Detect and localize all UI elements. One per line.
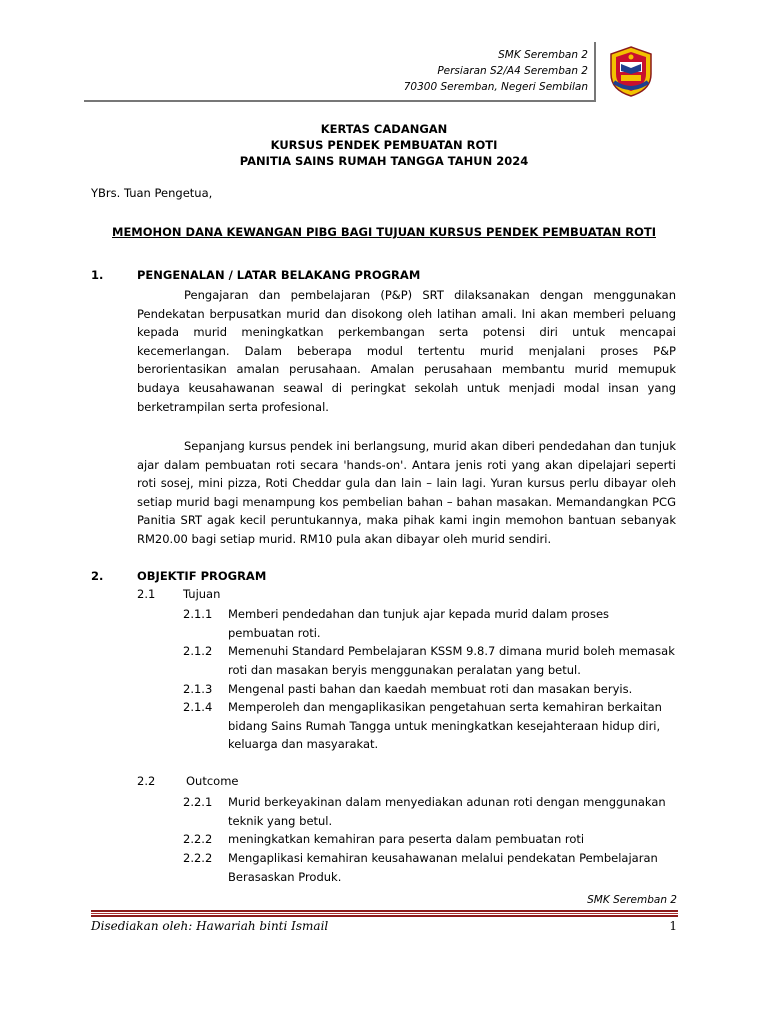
salutation: YBrs. Tuan Pengetua, — [91, 186, 213, 200]
item-number: 2.2.1 — [183, 795, 213, 809]
item-text: Murid berkeyakinan dalam menyediakan adunan roti dengan menggunakan teknik yang betul. — [228, 795, 666, 828]
header-horizontal-rule — [84, 100, 596, 102]
title-line-3: PANITIA SAINS RUMAH TANGGA TAHUN 2024 — [239, 154, 529, 168]
subsection-2-1-label: Tujuan — [183, 587, 221, 601]
item-number: 2.1.2 — [183, 644, 213, 658]
item-number: 2.2.2 — [183, 851, 213, 865]
header-vertical-rule — [594, 42, 596, 101]
footer-rule — [91, 913, 678, 914]
school-crest-icon — [606, 44, 656, 98]
item-text: Memperoleh dan mengaplikasikan pengetahuan serta kemahiran berkaitan bidang Sains Rumah Tangga untuk meningkatkan kesejahteraan hidup diri, keluarga dan masyarakat. — [228, 700, 662, 752]
school-city: 70300 Seremban, Negeri Sembilan — [403, 81, 588, 93]
item-text: Mengaplikasi kemahiran keusahawanan melalui pendekatan Pembelajaran Berasaskan Produk. — [228, 851, 658, 884]
section-2-number: 2. — [91, 569, 104, 583]
subject-line: MEMOHON DANA KEWANGAN PIBG BAGI TUJUAN KURSUS PENDEK PEMBUATAN ROTI — [112, 225, 656, 239]
footer-school-name: SMK Seremban 2 — [587, 894, 677, 906]
section-2-title: OBJEKTIF PROGRAM — [137, 569, 267, 583]
footer-rule — [91, 910, 678, 912]
section-1-number: 1. — [91, 268, 104, 282]
footer-rule — [91, 915, 678, 917]
title-line-2: KURSUS PENDEK PEMBUATAN ROTI — [270, 138, 498, 152]
school-street: Persiaran S2/A4 Seremban 2 — [437, 65, 588, 77]
item-number: 2.1.3 — [183, 682, 213, 696]
subsection-2-2-number: 2.2 — [137, 774, 156, 788]
item-number: 2.1.1 — [183, 607, 213, 621]
document-title — [84, 121, 684, 169]
subsection-2-1-number: 2.1 — [137, 587, 156, 601]
page-number: 1 — [669, 919, 677, 933]
footer-author: Disediakan oleh: Hawariah binti Ismail — [91, 919, 329, 933]
item-text: Mengenal pasti bahan dan kaedah membuat roti dan masakan beryis. — [228, 682, 633, 696]
subsection-2-2-label: Outcome — [186, 774, 239, 788]
item-text: Memenuhi Standard Pembelajaran KSSM 9.8.7 dimana murid boleh memasak roti dan masakan beryis menggunakan peralatan yang betul. — [228, 644, 675, 677]
section-1-paragraph-2: Sepanjang kursus pendek ini berlangsung, murid akan diberi pendedahan dan tunjuk ajar dalam pembuatan roti secara 'hands-on'. Antara jenis roti yang akan dipelajari seperti roti sosej, mini pizza, Roti Cheddar gula dan lain – lain lagi. Yuran kursus perlu dibayar oleh setiap murid bagi menampung kos pembelian bahan – bahan masakan. Memandangkan PCG Panitia SRT agak kecil peruntukannya, maka pihak kami ingin memohon bantuan sebanyak RM20.00 bagi setiap murid. RM10 pula akan dibayar oleh murid sendiri. — [137, 439, 676, 546]
school-address — [404, 47, 588, 95]
item-text: meningkatkan kemahiran para peserta dalam pembuatan roti — [228, 832, 585, 846]
school-name: SMK Seremban 2 — [498, 49, 588, 61]
item-text: Memberi pendedahan dan tunjuk ajar kepada murid dalam proses pembuatan roti. — [228, 607, 610, 640]
title-line-1: KERTAS CADANGAN — [320, 122, 448, 136]
item-number: 2.2.2 — [183, 832, 213, 846]
item-number: 2.1.4 — [183, 700, 213, 714]
section-1-paragraph-1: Pengajaran dan pembelajaran (P&P) SRT dilaksanakan dengan menggunakan Pendekatan berpusatkan murid dan disokong oleh latihan amali. Ini akan memberi peluang kepada murid meningkatkan perkembangan serta potensi diri untuk mencapai kecemerlangan. Dalam beberapa modul tertentu murid menjalani proses P&P berorientasikan amalan perusahaan. Amalan perusahaan membantu murid memupuk budaya keusahawanan seawal di peringkat sekolah untuk menjadi modal insan yang berketrampilan serta profesional. — [137, 288, 676, 414]
section-1-title: PENGENALAN / LATAR BELAKANG PROGRAM — [137, 268, 421, 282]
